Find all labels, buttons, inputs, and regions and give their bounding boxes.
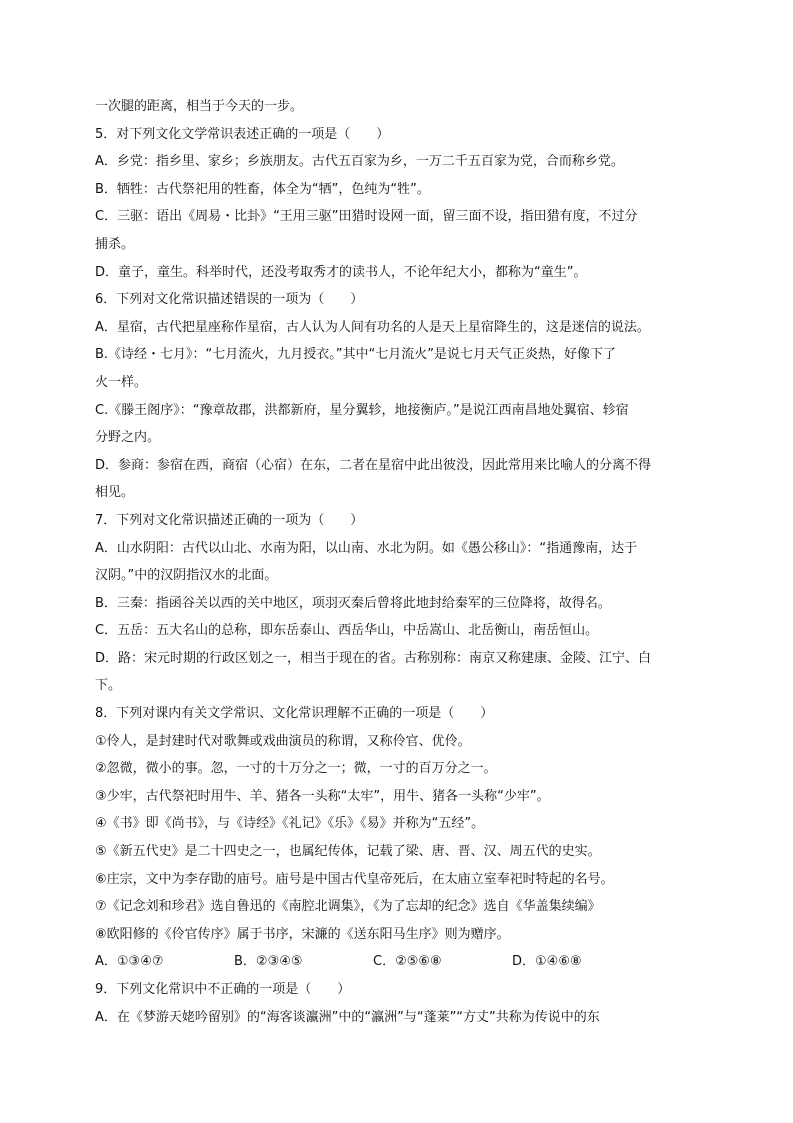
question-7-stem: 7．下列对文化常识描述正确的一项为（ ） xyxy=(95,512,364,528)
text-line: D．参商：参宿在西，商宿（心宿）在东，二者在星宿中此出彼没，因此常用来比喻人的分离不得 xyxy=(95,457,652,473)
question-5-stem: 5．对下列文化文学常识表述正确的一项是（ ） xyxy=(95,126,390,142)
text-line: ⑦《记念刘和珍君》选自鲁迅的《南腔北调集》，《为了忘却的纪念》选自《华盖集续编》 xyxy=(95,899,601,915)
text-line: B．牺牲：古代祭祀用的牲畜，体全为“牺”，色纯为“牲”。 xyxy=(95,181,430,197)
text-line: A．在《梦游天姥吟留别》的“海客谈瀛洲”中的“瀛洲”与“蓬莱”“方丈”共称为传说中的东 xyxy=(95,1009,600,1025)
text-line: D．路：宋元时期的行政区划之一，相当于现在的省。古称别称：南京又称建康、金陵、江宁、白 xyxy=(95,650,652,666)
text-line: 捕杀。 xyxy=(95,236,135,252)
choice-b: B．②③④⑤ xyxy=(234,954,303,970)
text-line: ④《书》即《尚书》，与《诗经》《礼记》《乐》《易》并称为“五经”。 xyxy=(95,816,485,832)
text-line: C．三驱：语出《周易・比卦》“王用三驱”田猎时设网一面，留三面不设，指田猎有度，不过分 xyxy=(95,209,638,225)
text-line: 相见。 xyxy=(95,485,135,501)
question-6-stem: 6．下列对文化常识描述错误的一项为（ ） xyxy=(95,292,364,308)
text-line: ③少牢，古代祭祀时用牛、羊、猪各一头称“太牢”，用牛、猪各一头称“少牢”。 xyxy=(95,788,550,804)
text-line: C.《滕王阁序》：“豫章故郡，洪都新府，星分翼轸，地接衡庐。”是说江西南昌地处翼宿、轸宿 xyxy=(95,402,629,418)
text-line: A．星宿，古代把星座称作星宿，古人认为人间有功名的人是天上星宿降生的，这是迷信的说法。 xyxy=(95,319,650,335)
text-line: 汉阴。”中的汉阴指汉水的北面。 xyxy=(95,568,278,584)
text-line: 火一样。 xyxy=(95,374,148,390)
text-line: C．五岳：五大名山的总称，即东岳泰山、西岳华山，中岳嵩山、北岳衡山，南岳恒山。 xyxy=(95,623,599,639)
document-body xyxy=(95,93,700,1031)
choice-d: D．①④⑥⑧ xyxy=(512,954,582,970)
text-line: B.《诗经・七月》：“七月流火，九月授衣。”其中“七月流火”是说七月天气正炎热，好像下了 xyxy=(95,347,616,363)
text-line: ⑥庄宗，文中为李存勖的庙号。庙号是中国古代皇帝死后，在太庙立室奉祀时特起的名号。 xyxy=(95,871,614,887)
text-line: ②忽微，微小的事。忽，一寸的十万分之一；微，一寸的百万分之一。 xyxy=(95,761,497,777)
choice-c: C．②⑤⑥⑧ xyxy=(373,954,442,970)
question-8-choices xyxy=(95,948,700,976)
text-line: 一次腿的距离，相当于今天的一步。 xyxy=(95,99,304,114)
text-line: 分野之内。 xyxy=(95,430,161,446)
text-line: B．三秦：指函谷关以西的关中地区，项羽灭秦后曾将此地封给秦军的三位降将，故得名。 xyxy=(95,595,611,611)
text-line: ①伶人，是封建时代对歌舞或戏曲演员的称谓，又称伶官、优伶。 xyxy=(95,733,471,749)
text-line: D．童子，童生。科举时代，还没考取秀才的读书人，不论年纪大小，都称为“童生”。 xyxy=(95,264,587,280)
text-line: A．乡党：指乡里、家乡；乡族朋友。古代五百家为乡，一万二千五百家为党，合而称乡党。 xyxy=(95,154,624,170)
text-line: ⑤《新五代史》是二十四史之一，也属纪传体，记载了梁、唐、晋、汉、周五代的史实。 xyxy=(95,844,601,860)
question-9-stem: 9．下列文化常识中不正确的一项是（ ） xyxy=(95,982,351,997)
choice-a: A．①③④⑦ xyxy=(95,954,164,970)
question-8-stem: 8．下列对课内有关文学常识、文化常识理解不正确的一项是（ ） xyxy=(95,706,494,722)
text-line: ⑧欧阳修的《伶官传序》属于书序，宋濂的《送东阳马生序》则为赠序。 xyxy=(95,926,510,942)
text-line: A．山水阴阳：古代以山北、水南为阳，以山南、水北为阴。如《愚公移山》：“指通豫南，达于 xyxy=(95,540,638,556)
text-line: 下。 xyxy=(95,678,122,694)
